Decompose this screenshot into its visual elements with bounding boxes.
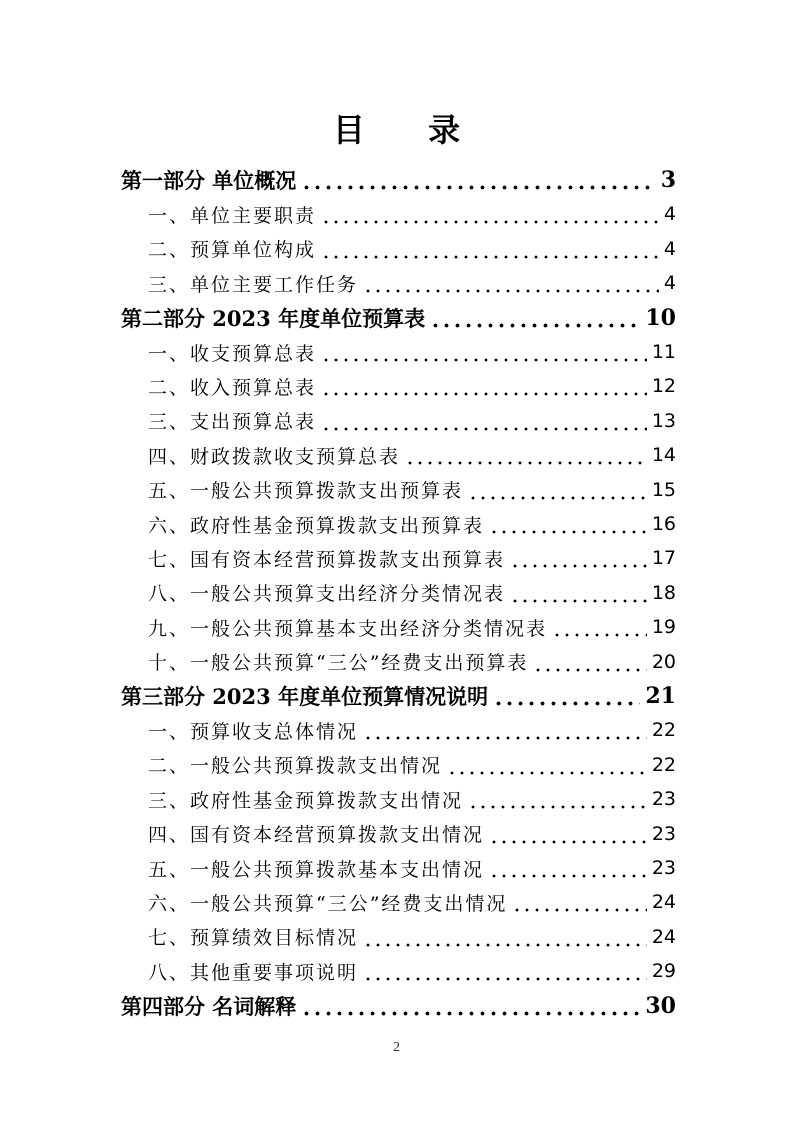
toc-part-entry[interactable] xyxy=(121,301,676,335)
toc-section-entry[interactable] xyxy=(148,885,676,919)
toc-section-entry[interactable] xyxy=(148,266,676,300)
toc-entry-page-number: 3 xyxy=(660,167,676,193)
dot-leader xyxy=(468,789,647,809)
toc-entry-label: 二、预算单位构成 xyxy=(148,239,317,262)
toc-entry-page-number: 17 xyxy=(651,547,676,570)
toc-entry-page-number: 24 xyxy=(651,891,676,914)
toc-entry-label: 六、政府性基金预算拨款支出预算表 xyxy=(148,514,485,537)
toc-entry-page-number: 12 xyxy=(651,375,676,398)
toc-part-entry[interactable] xyxy=(121,679,676,713)
toc-section-entry[interactable] xyxy=(148,473,676,507)
toc-entry-page-number: 4 xyxy=(663,272,676,295)
page-number: 2 xyxy=(393,1040,400,1055)
toc-entry-page-number: 29 xyxy=(651,960,676,983)
toc-entry-label: 七、国有资本经营预算拨款支出预算表 xyxy=(148,548,506,571)
toc-entry-page-number: 19 xyxy=(651,616,676,639)
toc-section-entry[interactable] xyxy=(148,748,676,782)
dot-leader xyxy=(430,308,640,328)
toc-section-entry[interactable] xyxy=(148,954,676,988)
toc-entry-label: 五、一般公共预算拨款支出预算表 xyxy=(148,480,464,503)
toc-entry-label: 三、支出预算总表 xyxy=(148,411,317,434)
toc-part-entry[interactable] xyxy=(121,989,676,1023)
toc-entry-page-number: 10 xyxy=(645,304,676,331)
toc-entry-label: 三、政府性基金预算拨款支出情况 xyxy=(148,789,464,812)
dot-leader xyxy=(363,720,647,740)
toc-entry-page-number: 24 xyxy=(651,925,676,948)
toc-entry-label: 一、收支预算总表 xyxy=(148,342,317,365)
toc-entry-label: 二、收入预算总表 xyxy=(148,376,317,399)
toc-entry-page-number: 30 xyxy=(645,992,676,1019)
toc-entry-page-number: 22 xyxy=(651,753,676,776)
dot-leader xyxy=(552,617,647,637)
toc-entry-page-number: 21 xyxy=(645,683,676,709)
dot-leader xyxy=(510,548,647,568)
toc-section-entry[interactable] xyxy=(148,232,676,266)
toc-entry-label: 九、一般公共预算基本支出经济分类情况表 xyxy=(148,617,548,640)
dot-leader xyxy=(363,927,647,947)
toc-entry-label: 一、预算收支总体情况 xyxy=(148,720,359,743)
dot-leader xyxy=(405,445,647,465)
toc-section-entry[interactable] xyxy=(148,197,676,231)
toc-section-entry[interactable] xyxy=(148,507,676,541)
toc-entry-page-number: 23 xyxy=(651,822,676,845)
dot-leader xyxy=(493,686,640,706)
dot-leader xyxy=(321,239,659,259)
toc-section-entry[interactable] xyxy=(148,438,676,472)
toc-section-entry[interactable] xyxy=(148,920,676,954)
dot-leader xyxy=(321,204,659,224)
toc-section-entry[interactable] xyxy=(148,610,676,644)
toc-entry-page-number: 20 xyxy=(651,650,676,673)
dot-leader xyxy=(301,170,655,190)
toc-entry-label: 四、国有资本经营预算拨款支出情况 xyxy=(148,824,485,847)
toc-section-entry[interactable] xyxy=(148,541,676,575)
toc-section-entry[interactable] xyxy=(148,369,676,403)
toc-entry-label: 八、一般公共预算支出经济分类情况表 xyxy=(148,583,506,606)
toc-entry-label: 第二部分 2023 年度单位预算表 xyxy=(121,305,426,331)
toc-entry-label: 七、预算绩效目标情况 xyxy=(148,927,359,950)
toc-section-entry[interactable] xyxy=(148,851,676,885)
toc-entry-label: 六、一般公共预算“三公”经费支出情况 xyxy=(148,892,508,915)
toc-entry-page-number: 22 xyxy=(651,719,676,742)
dot-leader xyxy=(468,480,647,500)
dot-leader xyxy=(489,858,647,878)
toc-section-entry[interactable] xyxy=(148,576,676,610)
dot-leader xyxy=(363,273,659,293)
toc-entry-label: 八、其他重要事项说明 xyxy=(148,961,359,984)
dot-leader xyxy=(489,824,647,844)
toc-section-entry[interactable] xyxy=(148,817,676,851)
toc-entry-page-number: 23 xyxy=(651,788,676,811)
toc-section-entry[interactable] xyxy=(148,713,676,747)
toc-entry-label: 一、单位主要职责 xyxy=(148,204,317,227)
toc-entry-page-number: 13 xyxy=(651,409,676,432)
toc-section-entry[interactable] xyxy=(148,335,676,369)
dot-leader xyxy=(510,583,647,603)
dot-leader xyxy=(321,376,647,396)
toc-entry-label: 五、一般公共预算拨款基本支出情况 xyxy=(148,858,485,881)
toc-entry-page-number: 4 xyxy=(663,203,676,226)
dot-leader xyxy=(489,514,647,534)
dot-leader xyxy=(533,652,646,672)
toc-entry-label: 四、财政拨款收支预算总表 xyxy=(148,445,401,468)
toc-entry-page-number: 23 xyxy=(651,857,676,879)
dot-leader xyxy=(321,342,647,362)
toc-section-entry[interactable] xyxy=(148,645,676,679)
dot-leader xyxy=(447,755,647,775)
dot-leader xyxy=(301,996,640,1016)
toc-part-entry[interactable] xyxy=(121,163,676,197)
toc-entry-label: 三、单位主要工作任务 xyxy=(148,273,359,296)
toc-entry-page-number: 15 xyxy=(651,478,676,501)
toc-entry-page-number: 11 xyxy=(651,341,676,363)
toc-section-entry[interactable] xyxy=(148,782,676,816)
toc-entry-label: 二、一般公共预算拨款支出情况 xyxy=(148,755,443,778)
dot-leader xyxy=(363,961,647,981)
toc-entry-page-number: 14 xyxy=(651,444,676,467)
toc-entry-page-number: 4 xyxy=(663,237,676,260)
dot-leader xyxy=(321,411,647,431)
toc-entry-label: 第四部分 名词解释 xyxy=(121,993,297,1019)
toc-entry-page-number: 16 xyxy=(651,513,676,535)
toc-entry-label: 十、一般公共预算“三公”经费支出预算表 xyxy=(148,652,529,675)
toc-entry-page-number: 18 xyxy=(651,581,676,604)
toc-section-entry[interactable] xyxy=(148,404,676,438)
dot-leader xyxy=(512,892,646,912)
page-title: 目 录 xyxy=(332,111,487,149)
toc-entry-label: 第一部分 单位概况 xyxy=(121,168,297,193)
toc-entry-label: 第三部分 2023 年度单位预算情况说明 xyxy=(121,684,489,709)
